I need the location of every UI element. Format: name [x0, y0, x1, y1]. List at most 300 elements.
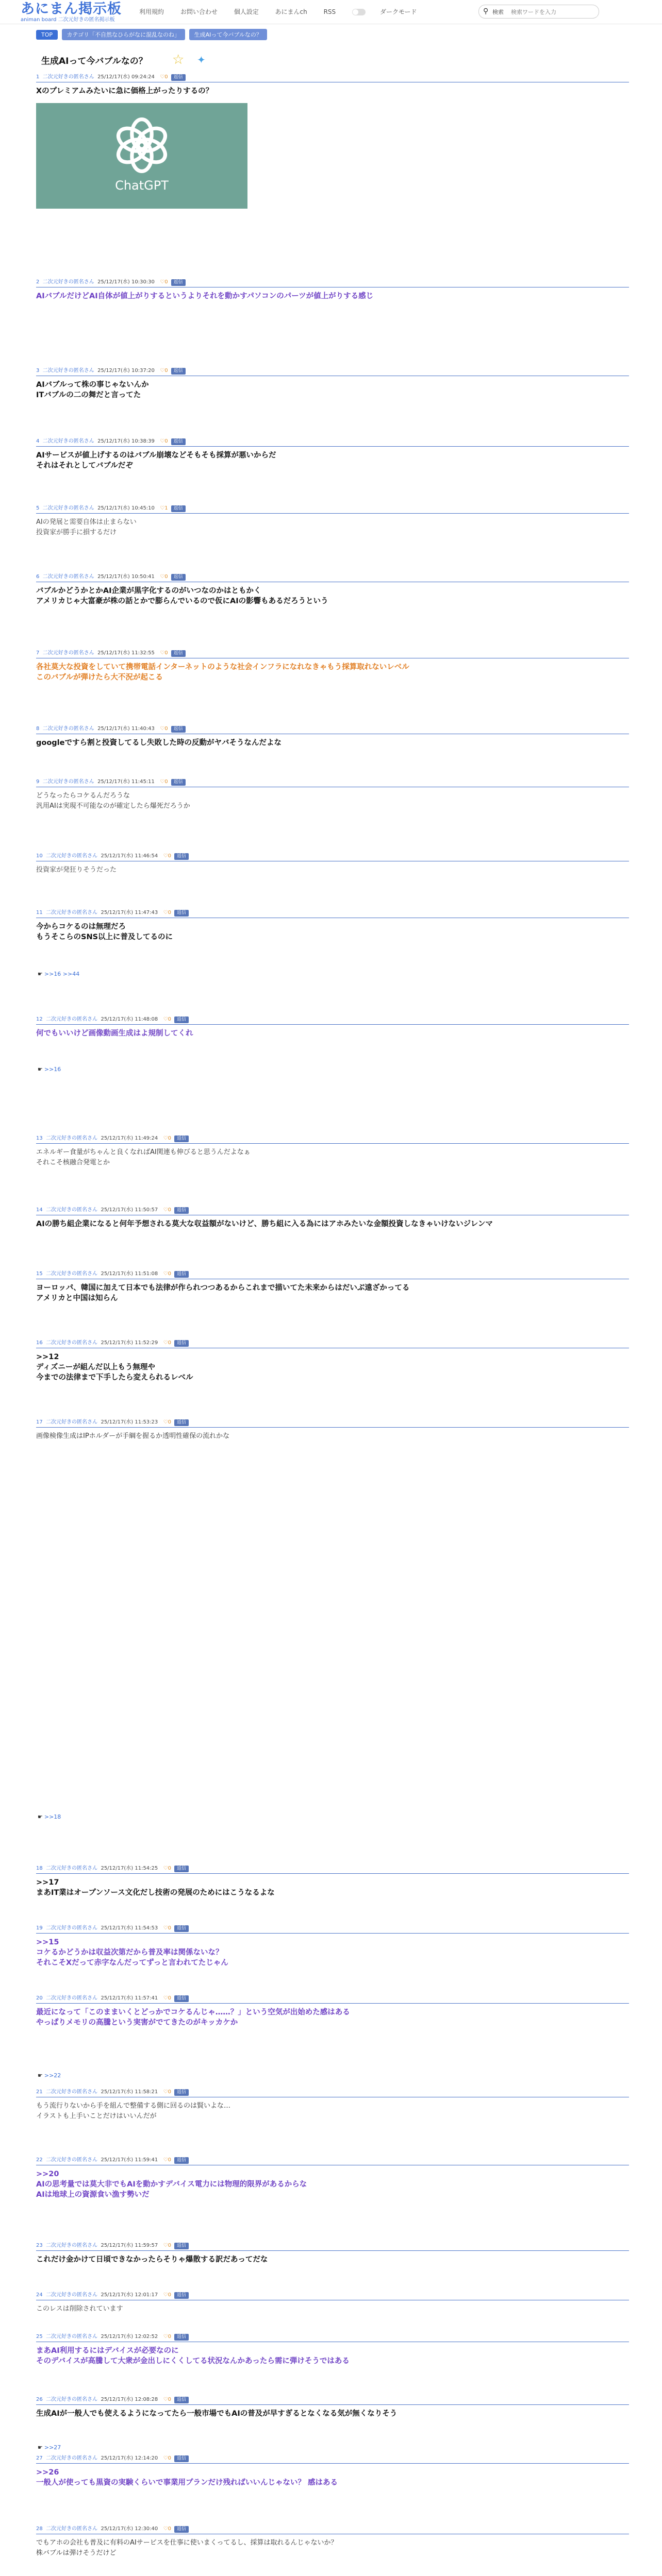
image-caption: ChatGPT [115, 178, 169, 193]
post-body: AIサービスが値上げするのはバブル崩壊などそもそも採算が悪いからだ それはそれとしてバブルだぞ [36, 451, 276, 470]
reply-arrow-icon: ☛ [38, 1814, 43, 1820]
like-count[interactable] [160, 368, 168, 374]
post-header [36, 277, 629, 287]
search-input[interactable] [510, 7, 597, 16]
reply-button[interactable]: 返信 [174, 2157, 189, 2164]
post-number[interactable]: 1 [36, 74, 40, 80]
post [36, 1863, 629, 1898]
nav-rss[interactable]: RSS [323, 8, 336, 15]
reply-button[interactable]: 返信 [174, 2292, 189, 2299]
logo-subtitle: animan board 二次元好きの匿名掲示板 [21, 17, 115, 23]
post-date: 25/12/17(水) 11:49:24 [101, 1136, 158, 1141]
reply-button[interactable]: 返信 [174, 2243, 189, 2249]
like-count[interactable] [163, 910, 171, 916]
poster-name: 二次元好きの匿名さん [42, 74, 94, 80]
heart-icon[interactable]: ♡ [163, 853, 168, 859]
reply-links[interactable] [38, 971, 79, 977]
poster-name: 二次元好きの匿名さん [42, 505, 94, 511]
poster-name: 二次元好きの匿名さん [46, 853, 98, 859]
reply-button[interactable]: 返信 [174, 1925, 189, 1932]
reply-button[interactable]: 返信 [174, 2455, 189, 2462]
poster-name: 二次元好きの匿名さん [46, 1419, 98, 1425]
post [36, 366, 629, 400]
heart-icon[interactable]: ♡ [163, 1136, 168, 1141]
post-body: 画像検像生成はIPホルダーが手綱を握るか透明性確保の流れかな [36, 1432, 230, 1440]
site-logo[interactable] [21, 2, 122, 23]
like-count[interactable] [160, 279, 168, 285]
like-count[interactable] [160, 74, 168, 80]
post-body: >>15 コケるかどうかは収益次第だから普及率は関係ないな？ それこそXだって赤字なんだってずっと言われてたじゃん [36, 1938, 228, 1967]
like-count[interactable] [163, 1419, 171, 1425]
post [36, 503, 629, 538]
post-date: 25/12/17(水) 11:32:55 [97, 650, 155, 656]
poster-name: 二次元好きの匿名さん [46, 1340, 98, 1346]
search-box [478, 5, 599, 19]
like-value: 0 [164, 574, 168, 580]
post-number[interactable]: 11 [36, 910, 43, 916]
like-count[interactable] [163, 2292, 171, 2298]
post-body: バブルかどうかとかAI企業が黒字化するのがいつなのかはともかく アメリカじゃ大富豪が株の話とかで膨らんでいるので仮にAIの影響もあるだろうという [36, 587, 328, 605]
like-count[interactable] [160, 438, 168, 444]
post-body: もう流行りないから手を組んで整備する側に回るのは賢いよな… イラストも上手いことだけはいいんだが [36, 2102, 231, 2120]
post-date: 25/12/17(水) 11:54:53 [101, 1925, 158, 1931]
post-number[interactable]: 7 [36, 650, 40, 656]
like-count[interactable] [163, 2455, 171, 2461]
post-header [36, 1993, 629, 2004]
heart-icon[interactable]: ♡ [160, 505, 165, 511]
post-date: 25/12/17(水) 11:59:41 [101, 2157, 158, 2163]
like-count[interactable] [163, 1016, 171, 1022]
reply-link-text[interactable]: >>16 >>44 [44, 971, 80, 977]
like-count[interactable] [163, 2089, 171, 2095]
post-header [36, 572, 629, 582]
poster-name: 二次元好きの匿名さん [46, 2089, 98, 2095]
heart-icon[interactable]: ♡ [160, 74, 165, 80]
reply-button[interactable]: 返信 [174, 1016, 189, 1023]
heart-icon[interactable]: ♡ [163, 1340, 168, 1346]
post-body: エネルギー食量がちゃんと良くなればAI関連も伸びると思うんだよなぁ それこそ核融合発電とか [36, 1148, 251, 1166]
post-header [36, 2524, 629, 2534]
heart-icon[interactable]: ♡ [160, 368, 165, 374]
post-body: まあAI利用するにはデバイスが必要なのに そのデバイスが高騰して大衆が金出しにくくしてる状況なんかあったら需に弾けそうではある [36, 2347, 350, 2365]
nav-animanch[interactable]: あにまんch [275, 8, 307, 15]
post-header [36, 366, 629, 376]
like-value: 0 [168, 2334, 171, 2340]
post-date: 25/12/17(水) 11:46:54 [101, 853, 158, 859]
post-body: 最近になって「このままいくとどっかでコケるんじゃ……？」という空気が出始めた感はある やっぱりメモリの高騰という実害がでてきたのがキッカケか [36, 2008, 350, 2027]
post-body: AIバブルって株の事じゃないんか ITバブルの二の舞だと言ってた [36, 381, 149, 399]
page-title: 生成AIって今バブルなの？ [41, 56, 147, 66]
post-body: >>12 ディズニーが組んだ以上もう無理や 今までの法律まで下手したら変えられるレベル [36, 1353, 193, 1382]
reply-button[interactable]: 返信 [171, 779, 186, 786]
post [36, 572, 629, 606]
post [36, 2087, 629, 2122]
reply-button[interactable]: 返信 [171, 279, 186, 286]
like-count[interactable] [163, 2397, 171, 2402]
post-date: 25/12/17(水) 10:37:20 [97, 368, 155, 374]
post-date: 25/12/17(水) 12:01:17 [101, 2292, 158, 2298]
post [36, 1417, 629, 1442]
poster-name: 二次元好きの匿名さん [42, 779, 94, 785]
post-body: ヨーロッパ、韓国に加えて日本でも法律が作られつつあるからこれまで描いてた未来からはだいぶ遠ざかってる アメリカと中国は知らん [36, 1284, 410, 1302]
reply-button[interactable]: 返信 [174, 1340, 189, 1347]
post-header [36, 1923, 629, 1934]
like-value: 0 [168, 1419, 171, 1425]
like-count[interactable] [163, 1136, 171, 1141]
reply-button[interactable]: 返信 [174, 1136, 189, 1142]
heart-icon[interactable]: ♡ [163, 1925, 168, 1931]
heart-icon[interactable]: ♡ [163, 1016, 168, 1022]
breadcrumb-top[interactable]: TOP [36, 30, 58, 40]
post [36, 2290, 629, 2314]
post-number[interactable]: 3 [36, 368, 40, 374]
like-value: 0 [164, 650, 168, 656]
reply-link-text[interactable]: >>22 [44, 2072, 61, 2079]
post-date: 25/12/17(水) 11:50:57 [101, 1207, 158, 1213]
post-number[interactable]: 14 [36, 1207, 43, 1213]
post-body: Xのプレミアムみたいに急に価格上がったりするの？ [36, 87, 213, 95]
post-number[interactable]: 23 [36, 2243, 43, 2248]
post [36, 648, 629, 683]
poster-name: 二次元好きの匿名さん [46, 2243, 98, 2248]
post-date: 25/12/17(水) 11:40:43 [97, 726, 155, 732]
post-header [36, 503, 629, 514]
reply-link-text[interactable]: >>16 [44, 1066, 61, 1073]
heart-icon[interactable]: ♡ [163, 1271, 168, 1277]
post [36, 72, 629, 193]
heart-icon[interactable]: ♡ [163, 1995, 168, 2001]
post-body: >>17 まあIT業はオープンソース文化だし技術の発展のためにはこうなるよな [36, 1878, 275, 1897]
post-body: >>20 AIの思考量では莫大非でもAIを動かすデバイス電力には物理的限界があるからな AIは地球上の資源食い漁す勢いだ [36, 2170, 307, 2199]
reply-button[interactable]: 返信 [171, 574, 186, 581]
search-icon[interactable]: ⚲ [483, 7, 489, 15]
dark-mode-toggle[interactable] [352, 8, 432, 15]
poster-name: 二次元好きの匿名さん [46, 1016, 98, 1022]
heart-icon[interactable]: ♡ [160, 726, 165, 732]
post-date: 25/12/17(水) 11:59:57 [101, 2243, 158, 2248]
search-button[interactable]: 検索 [492, 9, 504, 15]
like-count[interactable] [163, 1207, 171, 1213]
like-value: 0 [168, 1207, 171, 1213]
poster-name: 二次元好きの匿名さん [42, 279, 94, 285]
reply-button[interactable]: 返信 [174, 1866, 189, 1872]
post-header [36, 72, 629, 82]
like-value: 0 [168, 1995, 171, 2001]
post [36, 2332, 629, 2366]
post-header [36, 1014, 629, 1025]
poster-name: 二次元好きの匿名さん [42, 438, 94, 444]
post-number[interactable]: 8 [36, 726, 40, 732]
post [36, 2241, 629, 2265]
post-body: AIの発展と需要自体は止まらない 投資家が勝手に損するだけ [36, 518, 137, 536]
post [36, 1205, 629, 1229]
like-value: 0 [168, 2089, 171, 2095]
nav-settings[interactable]: 個人設定 [234, 8, 259, 15]
heart-icon[interactable]: ♡ [163, 2397, 168, 2402]
post-number[interactable]: 28 [36, 2526, 43, 2532]
post-number[interactable]: 15 [36, 1271, 43, 1277]
heart-icon[interactable]: ♡ [163, 1866, 168, 1871]
post-header [36, 2087, 629, 2097]
post [36, 1338, 629, 1383]
post-header [36, 2290, 629, 2300]
post-date: 25/12/17(水) 12:30:40 [101, 2526, 158, 2532]
post-date: 25/12/17(水) 11:45:11 [97, 779, 155, 785]
like-value: 0 [168, 1136, 171, 1141]
like-count[interactable] [163, 1925, 171, 1931]
post-number[interactable]: 18 [36, 1866, 43, 1871]
like-value: 1 [164, 505, 168, 511]
post-date: 25/12/17(水) 12:02:52 [101, 2334, 158, 2340]
openai-logo-icon [111, 114, 173, 176]
poster-name: 二次元好きの匿名さん [46, 2334, 98, 2340]
site-header [0, 0, 662, 24]
post-date: 25/12/17(水) 11:53:23 [101, 1419, 158, 1425]
heart-icon[interactable]: ♡ [160, 650, 165, 656]
post [36, 2453, 629, 2488]
heart-icon[interactable]: ♡ [160, 779, 165, 785]
post-number[interactable]: 20 [36, 1995, 43, 2001]
post-header [36, 1417, 629, 1428]
post-number[interactable]: 10 [36, 853, 43, 859]
heart-icon[interactable]: ♡ [163, 2089, 168, 2095]
post-number[interactable]: 19 [36, 1925, 43, 1931]
toggle-switch-icon[interactable] [352, 9, 366, 15]
like-count[interactable] [163, 1340, 171, 1346]
post [36, 1133, 629, 1168]
like-value: 0 [168, 1340, 171, 1346]
post-number[interactable]: 25 [36, 2334, 43, 2340]
post-header [36, 2155, 629, 2165]
reply-arrow-icon: ☛ [38, 971, 43, 977]
heart-icon[interactable]: ♡ [163, 2157, 168, 2163]
post-number[interactable]: 12 [36, 1016, 43, 1022]
post-header [36, 1863, 629, 1874]
post-body: AIの勝ち組企業になると何年予想される莫大な収益額がないけど、勝ち組に入る為にはアホみたいな金額投資しなきゃいけないジレンマ [36, 1220, 493, 1228]
heart-icon[interactable]: ♡ [160, 279, 165, 285]
reply-button[interactable]: 返信 [171, 74, 186, 81]
like-count[interactable] [160, 505, 168, 511]
heart-icon[interactable]: ♡ [163, 1207, 168, 1213]
post-number[interactable]: 26 [36, 2397, 43, 2402]
logo-title: あにまん掲示板 [21, 1, 122, 17]
post-date: 25/12/17(水) 11:48:08 [101, 1016, 158, 1022]
post-date: 25/12/17(水) 12:14:20 [101, 2455, 158, 2461]
post-header [36, 2241, 629, 2251]
post-date: 25/12/17(水) 11:57:41 [101, 1995, 158, 2001]
post [36, 851, 629, 875]
reply-button[interactable]: 返信 [174, 1271, 189, 1278]
reply-button[interactable]: 返信 [174, 1207, 189, 1214]
reply-links[interactable] [38, 2072, 61, 2079]
reply-button[interactable]: 返信 [174, 1419, 189, 1426]
post [36, 2524, 629, 2558]
post-header [36, 1338, 629, 1348]
post [36, 1923, 629, 1968]
heart-icon[interactable]: ♡ [163, 2526, 168, 2532]
post-date: 25/12/17(水) 11:47:43 [101, 910, 158, 916]
like-value: 0 [168, 1925, 171, 1931]
like-value: 0 [168, 910, 171, 916]
breadcrumb-thread[interactable]: 生成AIって今バブルなの？ [189, 29, 267, 40]
like-value: 0 [164, 279, 168, 285]
like-count[interactable] [163, 2157, 171, 2163]
favorite-star-icon[interactable]: ☆ [172, 52, 185, 67]
like-value: 0 [164, 438, 168, 444]
breadcrumb [36, 29, 269, 40]
post-date: 25/12/17(水) 10:30:30 [97, 279, 155, 285]
like-value: 0 [168, 2292, 171, 2298]
breadcrumb-category[interactable]: カテゴリ「不自然なひらがなに混乱なのね」 [62, 29, 186, 40]
reply-link-text[interactable]: >>18 [44, 1814, 61, 1820]
dark-mode-label: ダークモード [379, 8, 417, 15]
post-body: AIバブルだけどAI自体が値上がりするというよりそれを動かすパソコンのパーツが値上がりする感じ [36, 292, 374, 300]
post-header [36, 2332, 629, 2342]
like-count[interactable] [160, 726, 168, 732]
heart-icon[interactable]: ♡ [160, 438, 165, 444]
post-number[interactable]: 24 [36, 2292, 43, 2298]
like-count[interactable] [160, 779, 168, 785]
post-header [36, 1133, 629, 1144]
post-number[interactable]: 5 [36, 505, 40, 511]
post-body: これだけ金かけて日頃できなかったらそりゃ爆散する訳だあってだな [36, 2256, 268, 2264]
heart-icon[interactable]: ♡ [163, 2334, 168, 2340]
like-count[interactable] [163, 1866, 171, 1871]
reply-button[interactable]: 返信 [174, 1995, 189, 2002]
like-value: 0 [168, 1271, 171, 1277]
reply-button[interactable]: 返信 [171, 726, 186, 733]
like-count[interactable] [160, 650, 168, 656]
post-body: 生成AIが一般人でも使えるようになってたら一般市場でもAIの普及が早すぎるとなくなる気が無くなりそう [36, 2410, 398, 2418]
heart-icon[interactable]: ♡ [163, 1419, 168, 1425]
post-date: 25/12/17(水) 10:45:10 [97, 505, 155, 511]
like-count[interactable] [163, 1995, 171, 2001]
like-count[interactable] [160, 574, 168, 580]
twitter-share-icon[interactable]: ✦ [197, 54, 206, 66]
like-count[interactable] [163, 853, 171, 859]
post-number[interactable]: 22 [36, 2157, 43, 2163]
post-number[interactable]: 13 [36, 1136, 43, 1141]
reply-button[interactable]: 返信 [174, 2334, 189, 2341]
post [36, 1014, 629, 1039]
post-body: どうなったらコケるんだろうな 汎用AIは実現不可能なのが確定したら爆死だろうか [36, 792, 190, 810]
like-count[interactable] [163, 1271, 171, 1277]
reply-button[interactable]: 返信 [174, 2526, 189, 2533]
post-body: 投資家が発狂りそうだった [36, 866, 117, 874]
post-number[interactable]: 6 [36, 574, 40, 580]
post-number[interactable]: 21 [36, 2089, 43, 2095]
like-value: 0 [164, 726, 168, 732]
heart-icon[interactable]: ♡ [163, 2292, 168, 2298]
post-body: googleですら割と投資してるし失敗した時の反動がヤバそうなんだよな [36, 739, 282, 747]
reply-arrow-icon: ☛ [38, 2072, 43, 2079]
post [36, 2395, 629, 2419]
post-body: 今からコケるのは無理だろ もうそこらのSNS以上に普及してるのに [36, 923, 173, 941]
like-value: 0 [164, 368, 168, 374]
post-body: このレスは削除されています [36, 2305, 123, 2313]
like-value: 0 [168, 1016, 171, 1022]
post-header [36, 2453, 629, 2464]
heart-icon[interactable]: ♡ [163, 2455, 168, 2461]
chatgpt-logo-image[interactable] [36, 103, 247, 209]
nav-terms[interactable]: 利用規約 [139, 8, 164, 15]
post-number[interactable]: 17 [36, 1419, 43, 1425]
post-header [36, 777, 629, 787]
reply-button[interactable]: 返信 [174, 853, 189, 860]
reply-arrow-icon: ☛ [38, 1066, 43, 1073]
poster-name: 二次元好きの匿名さん [42, 650, 94, 656]
reply-link-text[interactable]: >>27 [44, 2444, 61, 2451]
poster-name: 二次元好きの匿名さん [46, 1866, 98, 1871]
post-body: 何でもいいけど画像動画生成はよ規制してくれ [36, 1029, 193, 1038]
post-date: 25/12/17(水) 10:50:41 [97, 574, 155, 580]
post-header [36, 1205, 629, 1215]
post-header [36, 851, 629, 861]
post-header [36, 908, 629, 918]
post-header [36, 724, 629, 734]
like-value: 0 [168, 2157, 171, 2163]
reply-button[interactable]: 返信 [174, 2397, 189, 2403]
post-date: 25/12/17(水) 09:24:24 [97, 74, 155, 80]
heart-icon[interactable]: ♡ [163, 910, 168, 916]
post-date: 25/12/17(水) 11:54:25 [101, 1866, 158, 1871]
reply-arrow-icon: ☛ [38, 2444, 43, 2451]
post [36, 1269, 629, 1303]
like-count[interactable] [163, 2334, 171, 2340]
like-value: 0 [164, 779, 168, 785]
reply-links[interactable] [38, 2444, 61, 2451]
post-number[interactable]: 16 [36, 1340, 43, 1346]
poster-name: 二次元好きの匿名さん [46, 1995, 98, 2001]
like-count[interactable] [163, 2526, 171, 2532]
reply-button[interactable]: 返信 [171, 505, 186, 512]
post-date: 25/12/17(水) 11:58:21 [101, 2089, 158, 2095]
heart-icon[interactable]: ♡ [163, 2243, 168, 2248]
reply-button[interactable]: 返信 [171, 650, 186, 657]
like-value: 0 [164, 74, 168, 80]
poster-name: 二次元好きの匿名さん [46, 1136, 98, 1141]
poster-name: 二次元好きの匿名さん [46, 910, 98, 916]
poster-name: 二次元好きの匿名さん [46, 2292, 98, 2298]
like-value: 0 [168, 2455, 171, 2461]
poster-name: 二次元好きの匿名さん [46, 2455, 98, 2461]
post-body: 各社莫大な投資をしていて携帯電話インターネットのような社会インフラになれなきゃもう採算取れないレベル このバブルが弾けたら大不況が起こる [36, 663, 409, 682]
post-number[interactable]: 9 [36, 779, 40, 785]
post [36, 436, 629, 471]
nav-contact[interactable]: お問い合わせ [180, 8, 218, 15]
poster-name: 二次元好きの匿名さん [42, 368, 94, 374]
reply-button[interactable]: 返信 [171, 438, 186, 445]
reply-button[interactable]: 返信 [174, 2089, 189, 2096]
poster-name: 二次元好きの匿名さん [46, 2157, 98, 2163]
post-number[interactable]: 27 [36, 2455, 43, 2461]
heart-icon[interactable]: ♡ [160, 574, 165, 580]
poster-name: 二次元好きの匿名さん [46, 1207, 98, 1213]
reply-links[interactable] [38, 1814, 61, 1820]
reply-button[interactable]: 返信 [171, 368, 186, 375]
reply-button[interactable]: 返信 [174, 910, 189, 917]
like-value: 0 [168, 853, 171, 859]
post-body: でもアホの会社も普及に有料のAIサービスを仕事に使いまくってるし、採算は取れるんじゃないか？ 株バブルは弾けそうだけど [36, 2539, 338, 2557]
post-header [36, 436, 629, 447]
like-count[interactable] [163, 2243, 171, 2248]
post-header [36, 2395, 629, 2405]
post-number[interactable]: 2 [36, 279, 40, 285]
post-header [36, 648, 629, 658]
post [36, 2155, 629, 2200]
post-number[interactable]: 4 [36, 438, 40, 444]
reply-links[interactable] [38, 1066, 61, 1073]
